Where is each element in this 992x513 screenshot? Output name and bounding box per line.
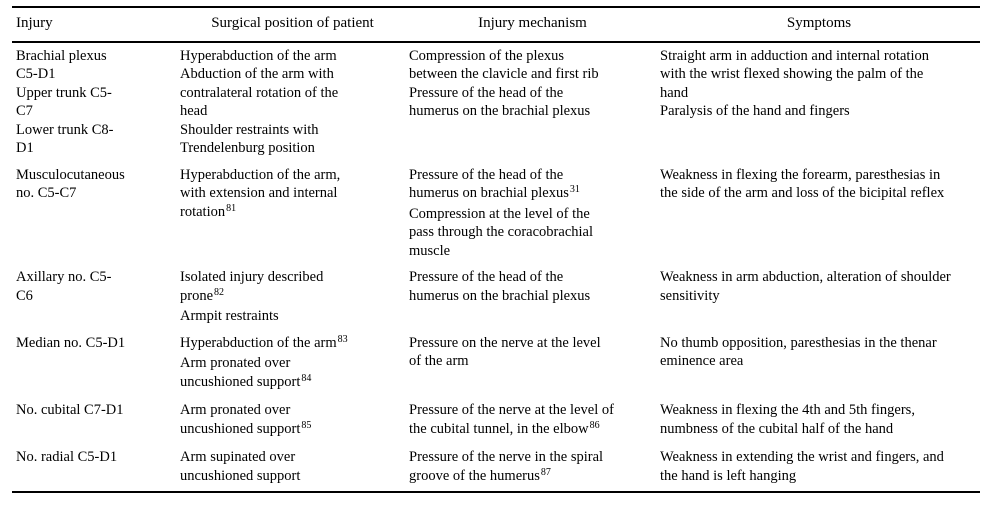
cell-paragraph [16, 121, 128, 158]
paragraph-text: Weakness in flexing the forearm, paresthesias in the side of the arm and loss of the bicipital reflex [660, 166, 945, 201]
table-cell [12, 444, 178, 492]
paragraph-text: Pressure on the nerve at the level of the arm [409, 334, 601, 369]
cell-paragraph [16, 84, 128, 121]
table-cell [178, 264, 407, 330]
reference-superscript: 86 [589, 419, 600, 431]
table-cell [178, 162, 407, 265]
paragraph-text: Weakness in flexing the 4th and 5th fingers, numbness of the cubital half of the hand [660, 402, 915, 437]
paragraph-text: Hyperabduction of the arm, with extension and internal rotation [180, 166, 341, 220]
cell-paragraph [409, 334, 614, 371]
column-header [178, 7, 407, 42]
paragraph-text: Brachial plexus C5-D1 [16, 47, 107, 82]
paragraph-text: Arm pronated over uncushioned support [180, 402, 301, 437]
table-cell [12, 42, 178, 162]
reference-superscript: 81 [226, 202, 237, 214]
paragraph-text: Abduction of the arm with contralateral rotation of the head [180, 66, 339, 119]
table-row [12, 330, 980, 398]
paragraph-text: No. cubital C7-D1 [16, 402, 124, 418]
paragraph-text: Lower trunk C8-D1 [16, 121, 114, 156]
cell-paragraph [180, 268, 367, 307]
table-cell [178, 397, 407, 444]
table-cell [178, 42, 407, 162]
reference-superscript: 87 [540, 466, 551, 478]
cell-paragraph [180, 65, 367, 121]
table-cell [12, 330, 178, 398]
paragraph-text: No thumb opposition, paresthesias in the thenar eminence area [660, 334, 937, 369]
reference-superscript: 82 [214, 286, 225, 298]
table-cell [407, 444, 658, 492]
column-header-label: Symptoms [786, 15, 852, 31]
table-row [12, 264, 980, 330]
cell-paragraph [409, 47, 614, 84]
cell-paragraph [660, 102, 952, 121]
paragraph-text: Weakness in extending the wrist and fingers, and the hand is left hanging [660, 449, 944, 484]
paragraph-text: Musculocutaneous no. C5-C7 [16, 166, 125, 201]
cell-paragraph [409, 401, 614, 440]
paragraph-text: Weakness in arm abduction, alteration of shoulder sensitivity [660, 269, 951, 304]
table-cell [12, 397, 178, 444]
paragraph-text: Pressure of the head of the humerus on the brachial plexus [409, 269, 591, 304]
table-cell [178, 444, 407, 492]
column-header-label: Surgical position of patient [211, 15, 374, 31]
paragraph-text: Compression of the plexus between the clavicle and first rib [409, 47, 599, 82]
paragraph-text: Median no. C5-D1 [16, 334, 126, 351]
paragraph-text: Hyperabduction of the arm [180, 334, 337, 351]
table-cell [407, 330, 658, 398]
reference-superscript: 83 [337, 333, 348, 345]
cell-paragraph [660, 334, 952, 371]
table-row [12, 397, 980, 444]
table-row [12, 42, 980, 162]
table-row [12, 162, 980, 265]
table-body [12, 42, 980, 493]
table-cell [178, 330, 407, 398]
paragraph-text: Upper trunk C5-C7 [16, 84, 112, 119]
cell-paragraph [180, 47, 367, 66]
table-cell [658, 42, 980, 162]
paragraph-text: Isolated injury described prone [180, 269, 324, 304]
cell-paragraph [16, 448, 128, 467]
cell-paragraph [16, 268, 128, 305]
cell-paragraph [409, 448, 614, 487]
paragraph-text: Axillary no. C5-C6 [16, 269, 112, 304]
header-row [12, 7, 980, 42]
table-cell [658, 162, 980, 265]
cell-paragraph [16, 334, 128, 353]
paragraph-text: Pressure of the head of the humerus on brachial plexus [409, 166, 569, 201]
table-cell [12, 264, 178, 330]
reference-superscript: 84 [301, 372, 312, 384]
cell-paragraph [660, 401, 952, 438]
cell-paragraph [409, 268, 614, 305]
paragraph-text: Arm pronated over uncushioned support [180, 355, 301, 390]
cell-paragraph [660, 47, 952, 103]
cell-paragraph [180, 307, 367, 326]
paragraph-text: No. radial C5-D1 [16, 449, 118, 465]
cell-paragraph [660, 448, 952, 485]
table-cell [658, 397, 980, 444]
cell-paragraph [16, 47, 128, 84]
cell-paragraph [16, 166, 128, 203]
table-cell [407, 264, 658, 330]
table-cell [12, 162, 178, 265]
cell-paragraph [180, 334, 367, 355]
cell-paragraph [180, 448, 367, 485]
paragraph-text: Shoulder restraints with Trendelenburg position [180, 121, 319, 156]
table-cell [407, 42, 658, 162]
paragraph-text: Armpit restraints [180, 308, 279, 324]
cell-paragraph [409, 166, 614, 205]
cell-paragraph [409, 205, 614, 261]
column-header-label: Injury mechanism [478, 15, 587, 31]
cell-paragraph [180, 121, 367, 158]
cell-paragraph [660, 268, 952, 305]
paragraph-text: Paralysis of the hand and fingers [660, 103, 850, 119]
cell-paragraph [660, 166, 952, 203]
column-header [658, 7, 980, 42]
injury-table [12, 6, 980, 493]
paragraph-text: Arm supinated over uncushioned support [180, 449, 301, 484]
reference-superscript: 85 [301, 419, 312, 431]
table-cell [407, 162, 658, 265]
paragraph-text: Pressure of the nerve at the level of the cubital tunnel, in the elbow [409, 402, 614, 437]
cell-paragraph [409, 84, 614, 121]
cell-paragraph [180, 401, 367, 440]
table-cell [407, 397, 658, 444]
reference-superscript: 31 [569, 184, 580, 195]
paragraph-text: Pressure of the head of the humerus on the brachial plexus [409, 84, 591, 119]
table-row [12, 444, 980, 492]
paragraph-text: Pressure of the nerve in the spiral groove of the humerus [409, 449, 604, 484]
table-header [12, 7, 980, 42]
column-header-label: Injury [16, 15, 53, 31]
table-cell [658, 264, 980, 330]
paragraph-text: Hyperabduction of the arm [180, 47, 337, 64]
table-cell [658, 330, 980, 398]
paragraph-text: Compression at the level of the pass through the coracobrachial muscle [409, 205, 593, 259]
cell-paragraph [180, 166, 367, 224]
cell-paragraph [16, 401, 128, 420]
paragraph-text: Straight arm in adduction and internal rotation with the wrist flexed showing the palm of the hand [660, 47, 929, 101]
table-cell [658, 444, 980, 492]
column-header [407, 7, 658, 42]
column-header [12, 7, 178, 42]
cell-paragraph [180, 354, 367, 393]
